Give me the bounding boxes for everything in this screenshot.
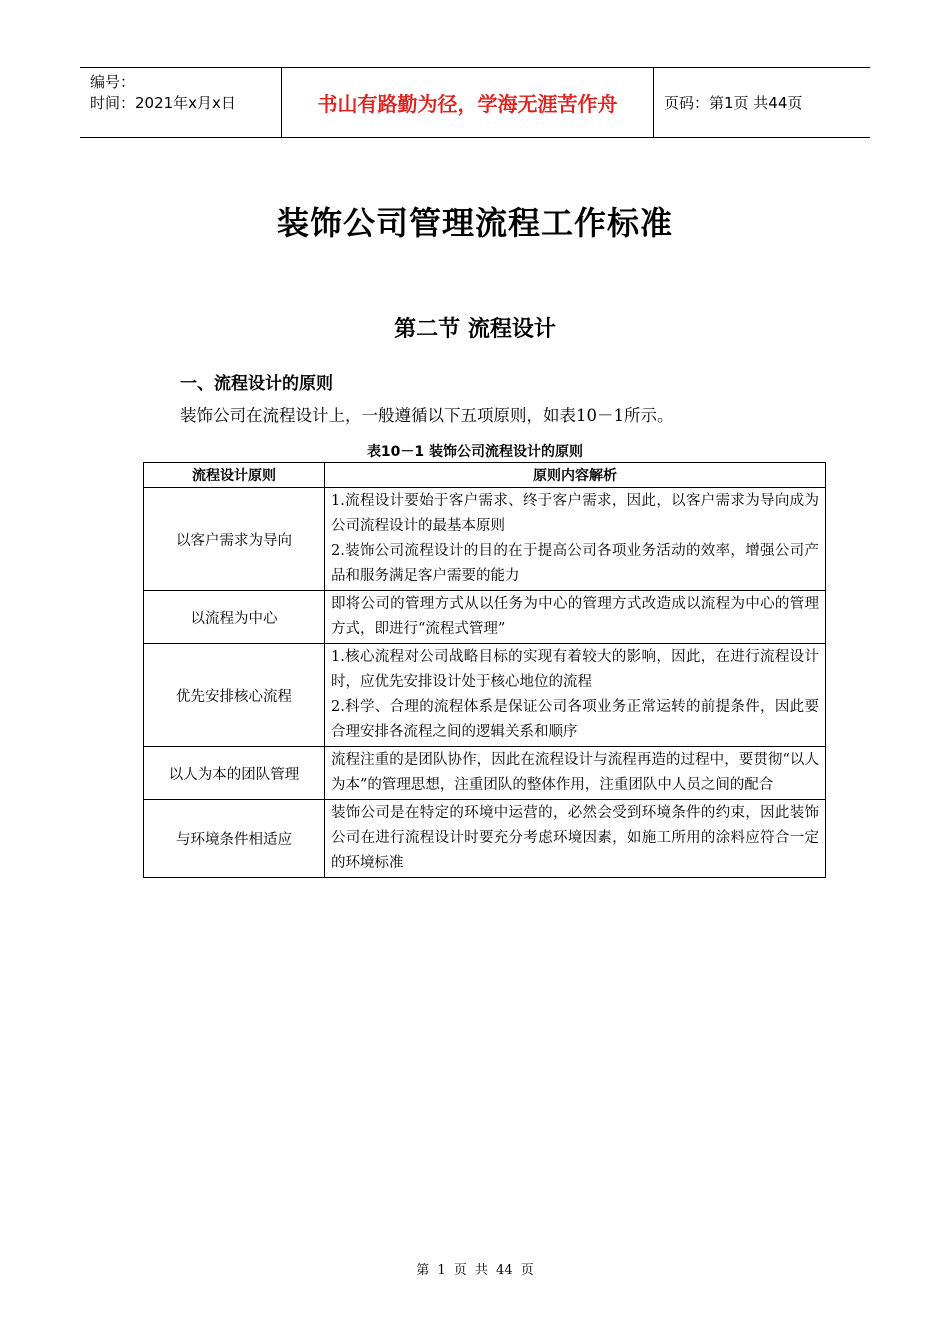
principle-name: 以人为本的团队管理 <box>144 747 325 800</box>
principle-name: 以流程为中心 <box>144 591 325 644</box>
header-left-cell <box>80 68 281 137</box>
code-label: 编号： <box>90 73 136 91</box>
principle-name: 与环境条件相适应 <box>144 800 325 878</box>
document-title: 装饰公司管理流程工作标准 <box>276 204 673 242</box>
principle-content <box>325 800 826 878</box>
page-footer: 第 1 页 共 44 页 <box>416 1263 534 1278</box>
content-line: 流程注重的是团队协作，因此在流程设计与流程再造的过程中，要贯彻“以人为本”的管理思想，注重团队的整体作用，注重团队中人员之间的配合 <box>331 752 819 793</box>
table-row <box>144 591 826 644</box>
content-line: 即将公司的管理方式从以任务为中心的管理方式改造成以流程为中心的管理方式，即进行“流程式管理” <box>331 596 819 637</box>
page-header <box>80 67 870 138</box>
table-row <box>144 488 826 591</box>
principle-content <box>325 644 826 747</box>
page-info: 页码：第1页 共44页 <box>664 94 803 112</box>
table-caption: 表10－1 装饰公司流程设计的原则 <box>366 444 584 460</box>
principles-table <box>143 462 826 878</box>
principle-name: 优先安排核心流程 <box>144 644 325 747</box>
principle-content <box>325 591 826 644</box>
column-header: 流程设计原则 <box>144 463 325 488</box>
principle-name: 以客户需求为导向 <box>144 488 325 591</box>
table-row <box>144 644 826 747</box>
motto: 书山有路勤为径，学海无涯苦作舟 <box>281 68 654 137</box>
content-line: 2.科学、合理的流程体系是保证公司各项业务正常运转的前提条件，因此要合理安排各流程之间的逻辑关系和顺序 <box>331 699 819 740</box>
table-row <box>144 800 826 878</box>
date-label: 时间：2021年x月x日 <box>90 94 236 112</box>
section-title: 第二节 流程设计 <box>394 317 556 342</box>
table-row <box>144 747 826 800</box>
content-line: 装饰公司是在特定的环境中运营的，必然会受到环境条件的约束，因此装饰公司在进行流程设计时要充分考虑环境因素，如施工所用的涂料应符合一定的环境标准 <box>331 805 819 871</box>
content-line: 2.装饰公司流程设计的目的在于提高公司各项业务活动的效率，增强公司产品和服务满足客户需要的能力 <box>331 543 819 584</box>
content-line: 1.核心流程对公司战略目标的实现有着较大的影响，因此，在进行流程设计时，应优先安排设计处于核心地位的流程 <box>331 649 819 690</box>
principle-content <box>325 747 826 800</box>
principle-content <box>325 488 826 591</box>
sub-heading: 一、流程设计的原则 <box>180 374 333 394</box>
column-header: 原则内容解析 <box>325 463 826 488</box>
intro-paragraph: 装饰公司在流程设计上，一般遵循以下五项原则，如表10－1所示。 <box>180 406 674 425</box>
table-header-row <box>144 463 826 488</box>
content-line: 1.流程设计要始于客户需求、终于客户需求，因此，以客户需求为导向成为公司流程设计的最基本原则 <box>331 493 819 534</box>
